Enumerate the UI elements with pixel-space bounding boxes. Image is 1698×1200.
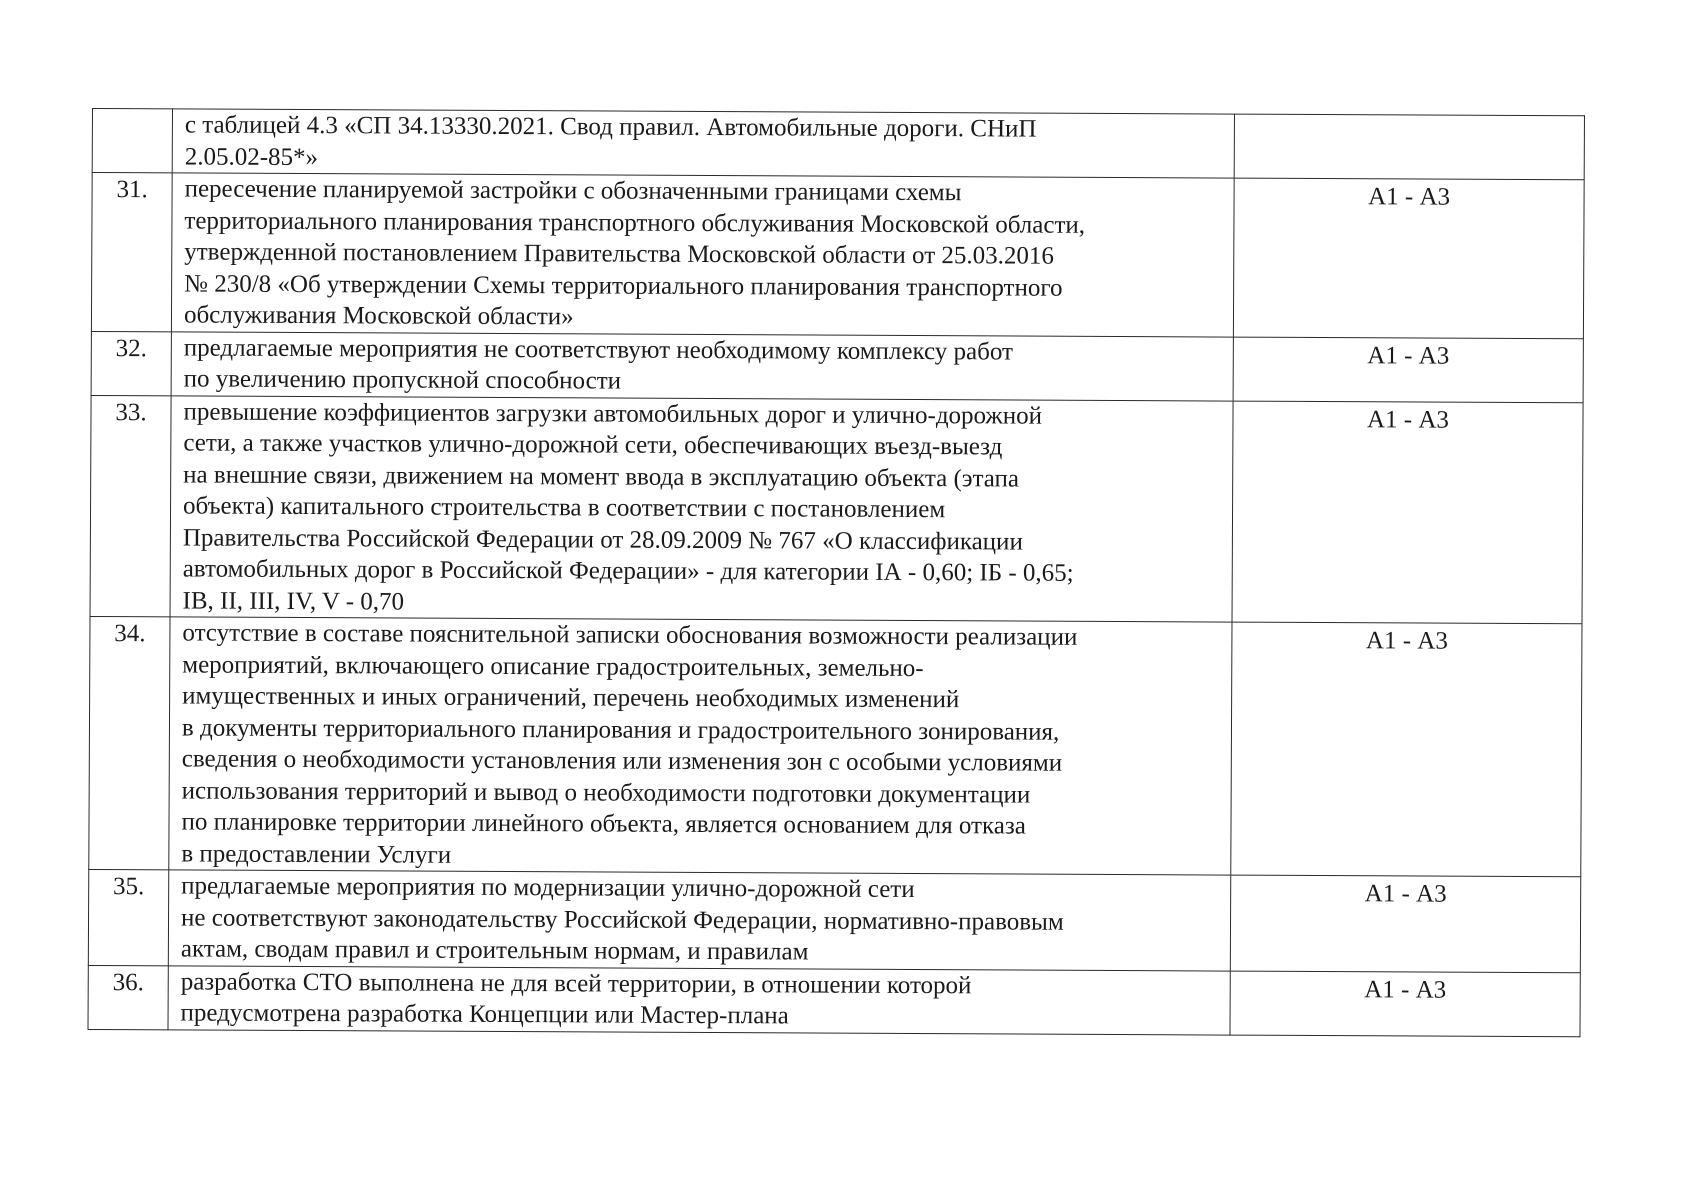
table-row xyxy=(88,869,1580,972)
text-line: актам, сводам правил и строительным нормам, и правилам xyxy=(180,935,809,966)
text-line: разработка СТО выполнена не для всей территории, в отношении которой xyxy=(180,967,972,999)
text-line: № 230/8 «Об утверждении Схемы территориального планирования транспортного xyxy=(184,269,1063,302)
table-row xyxy=(88,965,1580,1036)
text-line: объекта) капитального строительства в соответствии с постановлением xyxy=(182,492,946,524)
text-line: на внешние связи, движением на момент ввода в эксплуатацию объекта (этапа xyxy=(183,460,1020,493)
text-line: Правительства Российской Федерации от 28.09.2009 № 767 «О классификации xyxy=(182,523,1023,556)
text-line: предлагаемые мероприятия по модернизации улично-дорожной сети xyxy=(181,872,915,904)
applicability-code: А1 - А3 xyxy=(1233,337,1583,403)
text-line: сети, а также участков улично-дорожной сети, обеспечивающих въезд-выезд xyxy=(183,429,1003,461)
requirement-text xyxy=(172,109,1234,178)
applicability-code: А1 - А3 xyxy=(1230,971,1580,1037)
text-line: в документы территориального планирования и градостроительного зонирования, xyxy=(181,713,1060,746)
applicability-code: А1 - А3 xyxy=(1231,622,1582,877)
text-line: с таблицей 4.3 «СП 34.13330.2021. Свод правил. Автомобильные дороги. СНиП xyxy=(184,111,1037,143)
row-number: 35. xyxy=(88,869,168,965)
text-line: пересечение планируемой застройки с обозначенными границами схемы xyxy=(184,175,962,207)
text-line: обслуживания Московской области» xyxy=(183,301,574,331)
text-line: утвержденной постановлением Правительства Московской области от 25.03.2016 xyxy=(184,238,1054,270)
table-body xyxy=(88,109,1584,1037)
text-line: не соответствуют законодательству Российской Федерации, нормативно-правовым xyxy=(180,903,1064,936)
text-line: имущественных и иных ограничений, перечень необходимых изменений xyxy=(182,682,960,714)
table-row xyxy=(90,395,1583,624)
text-line: по планировке территории линейного объекта, является основанием для отказа xyxy=(181,808,1026,840)
text-line: 2.05.02-85*» xyxy=(184,142,319,171)
text-line: мероприятий, включающего описание градостроительных, земельно- xyxy=(182,650,924,682)
applicability-code: А1 - А3 xyxy=(1230,875,1580,972)
text-line: по увеличению пропускной способности xyxy=(183,365,622,395)
applicability-code: А1 - А3 xyxy=(1232,401,1583,624)
text-line: предусмотрена разработка Концепции или Мастер-плана xyxy=(180,999,789,1030)
text-line: территориального планирования транспортного обслуживания Московской области, xyxy=(184,206,1086,239)
table-row xyxy=(92,109,1584,180)
row-number: 33. xyxy=(90,395,171,617)
text-line: автомобильных дорог в Российской Федерации» - для категории IА - 0,60; IБ - 0,65; xyxy=(182,555,1074,587)
text-line: IВ, II, III, IV, V - 0,70 xyxy=(182,586,405,616)
row-number xyxy=(92,109,172,173)
requirement-text xyxy=(171,173,1234,337)
text-line: использования территорий и вывод о необходимости подготовки документации xyxy=(181,776,1031,809)
row-number: 36. xyxy=(88,965,168,1029)
requirement-text xyxy=(168,965,1230,1034)
text-line: отсутствие в составе пояснительной записки обоснования возможности реализации xyxy=(182,619,1078,651)
applicability-code: А1 - А3 xyxy=(1233,178,1584,338)
table-row xyxy=(91,173,1584,339)
text-line: превышение коэффициентов загрузки автомобильных дорог и улично-дорожной xyxy=(183,397,1043,430)
text-line: в предоставлении Услуги xyxy=(181,839,452,869)
row-number: 31. xyxy=(91,173,172,332)
requirement-text xyxy=(170,395,1233,622)
requirement-text xyxy=(171,331,1233,400)
applicability-code xyxy=(1234,114,1584,180)
text-line: предлагаемые мероприятия не соответствуют необходимому комплексу работ xyxy=(183,333,1014,366)
text-line: сведения о необходимости установления или изменения зон с особыми условиями xyxy=(181,745,1063,777)
requirements-table xyxy=(87,108,1584,1037)
row-number: 34. xyxy=(89,616,170,869)
row-number: 32. xyxy=(91,331,171,395)
table-row xyxy=(91,331,1583,402)
requirement-text xyxy=(168,870,1230,971)
table-row xyxy=(89,616,1582,876)
requirement-text xyxy=(169,617,1232,875)
